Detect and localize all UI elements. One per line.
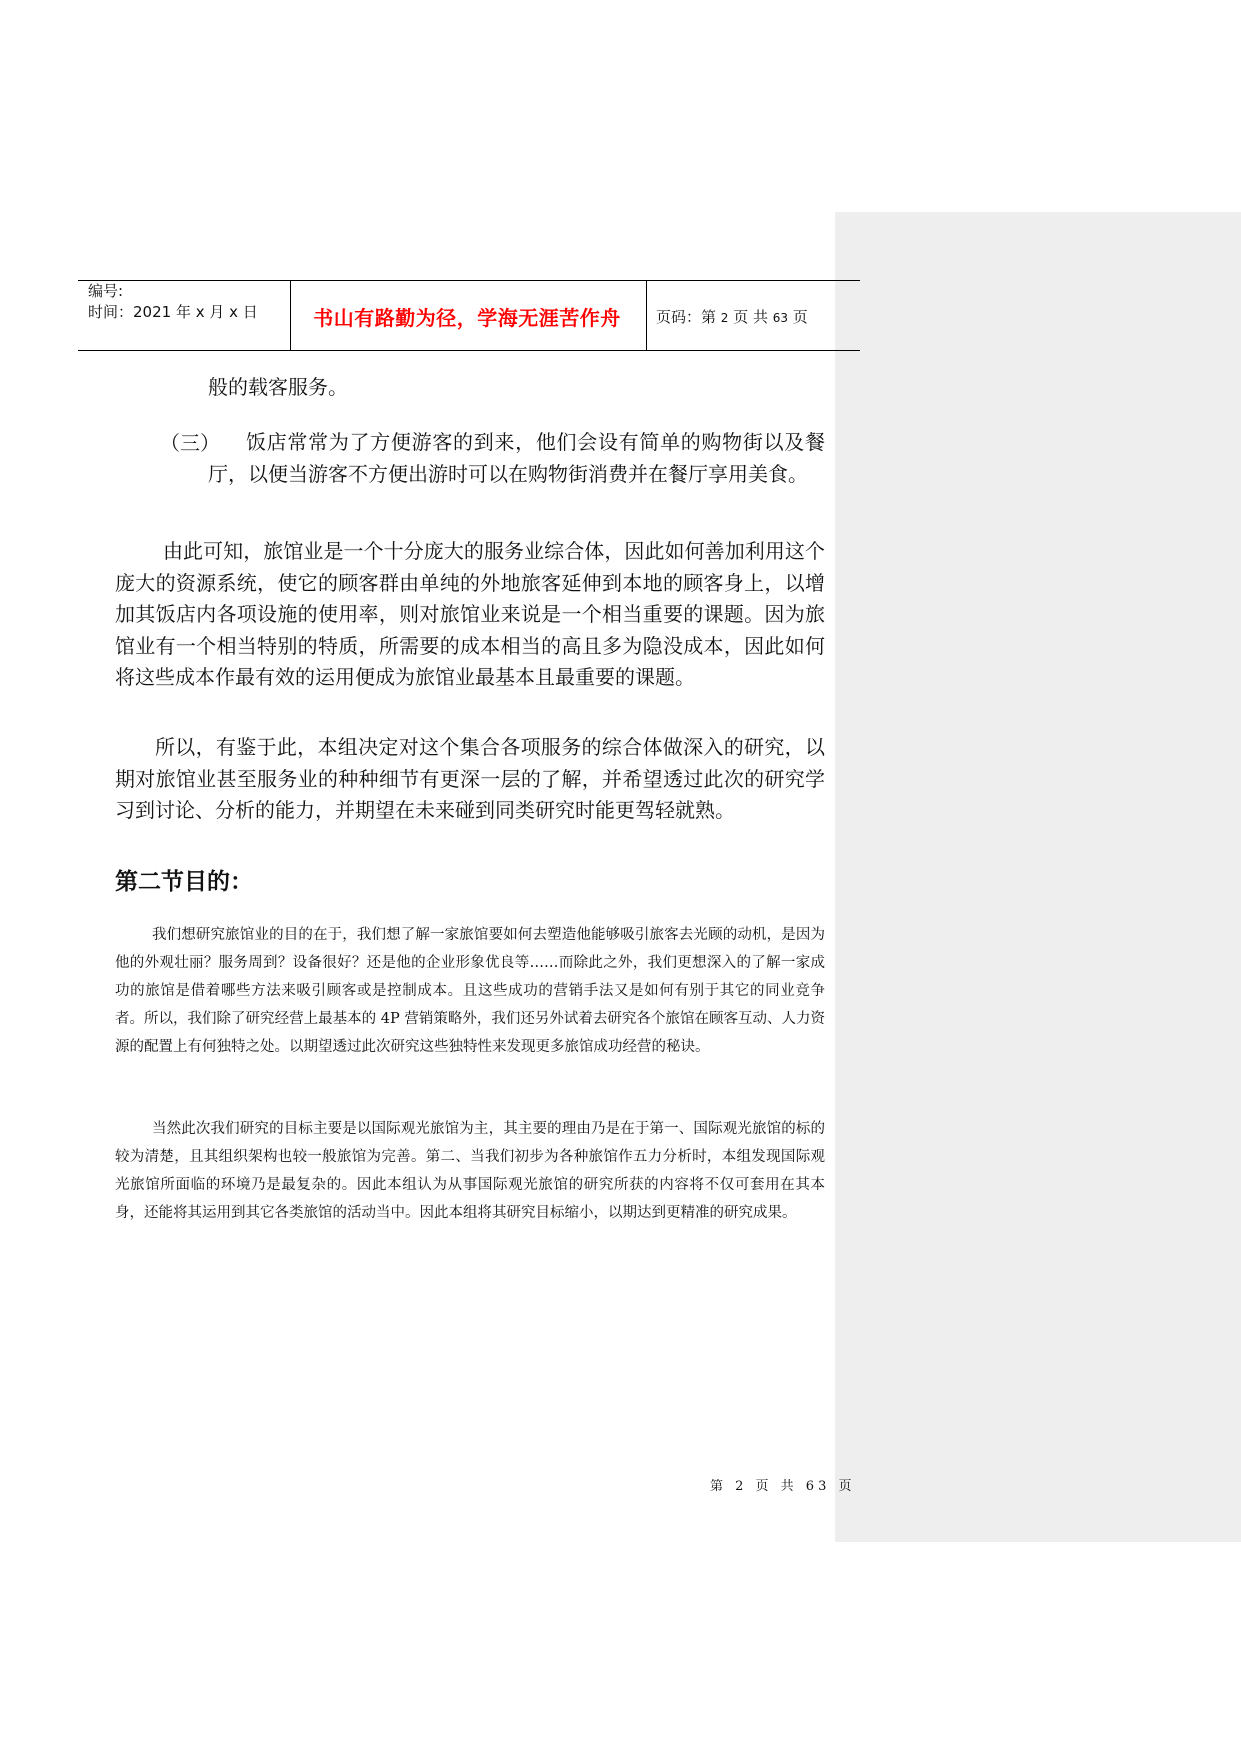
document-date: 时间：2021 年 x 月 x 日	[88, 303, 258, 321]
continuation-line: 般的载客服务。	[208, 375, 348, 399]
document-code-label: 编号:	[88, 282, 124, 300]
paragraph-1: 由此可知，旅馆业是一个十分庞大的服务业综合体，因此如何善加利用这个庞大的资源系统，使它的顾客群由单纯的外地旅客延伸到本地的顾客身上，以增加其饭店内各项设施的使用率，则对旅馆业来说是一个相当重要的课题。因为旅馆业有一个相当特别的特质，所需要的成本相当的高且多为隐没成本，因此如何将这些成本作最有效的运用便成为旅馆业最基本且最重要的课题。	[115, 539, 825, 689]
page-suffix: 页	[788, 308, 808, 326]
page-mid: 页 共	[728, 308, 773, 326]
list-item-number: （三）	[160, 431, 220, 455]
list-item-text: 饭店常常为了方便游客的到来，他们会设有简单的购物街以及餐厅，以便当游客不方便出游时可以在购物街消费并在餐厅享用美食。	[208, 430, 825, 486]
paragraph-2: 所以，有鉴于此，本组决定对这个集合各项服务的综合体做深入的研究，以期对旅馆业甚至服务业的种种细节有更深一层的了解，并希望透过此次的研究学习到讨论、分析的能力，并期望在未来碰到同类研究时能更驾轻就熟。	[115, 735, 825, 822]
header-motto: 书山有路勤为径，学海无涯苦作舟	[313, 306, 621, 330]
header-page-number	[656, 306, 808, 327]
page-total: 63	[772, 311, 789, 325]
comment-pane	[835, 212, 1241, 1542]
paragraph-4: 当然此次我们研究的目标主要是以国际观光旅馆为主，其主要的理由乃是在于第一、国际观光旅馆的标的较为清楚，且其组织架构也较一般旅馆为完善。第二、当我们初步为各种旅馆作五力分析时，本组发现国际观光旅馆所面临的环境乃是最复杂的。因此本组认为从事国际观光旅馆的研究所获的内容将不仅可套用在其本身，还能将其运用到其它各类旅馆的活动当中。因此本组将其研究目标缩小，以期达到更精准的研究成果。	[115, 1121, 825, 1221]
section-heading: 第二节目的：	[115, 869, 253, 895]
header-bottom-border	[78, 350, 860, 351]
page-prefix: 页码：第	[656, 308, 721, 326]
header-divider-left	[290, 280, 291, 350]
page-current: 2	[720, 311, 729, 325]
header-divider-right	[646, 280, 647, 350]
header-meta	[88, 281, 288, 323]
paragraph-3: 我们想研究旅馆业的目的在于，我们想了解一家旅馆要如何去塑造他能够吸引旅客去光顾的动机，是因为他的外观壮丽？服务周到？设备很好？还是他的企业形象优良等……而除此之外，我们更想深入的了解一家成功的旅馆是借着哪些方法来吸引顾客或是控制成本。且这些成功的营销手法又是如何有别于其它的同业竞争者。所以，我们除了研究经营上最基本的 4P 营销策略外，我们还另外试着去研究各个旅馆在顾客互动、人力资源的配置上有何独特之处。以期望透过此次研究这些独特性来发现更多旅馆成功经营的秘诀。	[115, 927, 825, 1055]
page-footer: 第 2 页 共 63 页	[710, 1479, 856, 1494]
